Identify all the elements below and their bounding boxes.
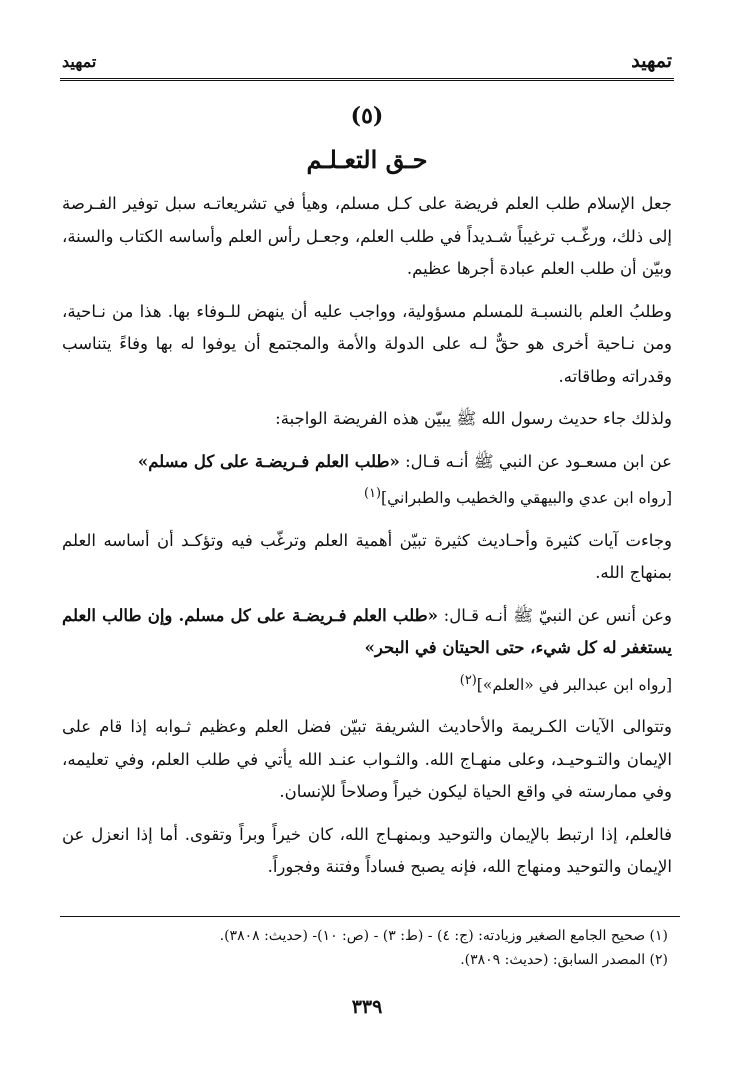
hadith-quote [62, 446, 672, 515]
header-title-right: تمهيد [631, 50, 672, 72]
reference-text: [رواه ابن عبدالبر في «العلم»] [476, 675, 672, 694]
footnote-mark: (٢) [459, 672, 477, 688]
hadith-intro: عن ابن مسعـود عن النبي ﷺ أنـه قـال: [399, 451, 672, 471]
chapter-title: حـق التعـلـم [306, 145, 428, 174]
page-number: ٣٣٩ [351, 996, 383, 1018]
footnote: (٢) المصدر السابق: (حديث: ٣٨٠٩). [460, 952, 668, 968]
hadith-quote [62, 600, 672, 702]
paragraph: جعل الإسلام طلب العلم فريضة على كـل مسلم، وهيأ في تشريعاتـه سبل توفير الفـرصة إلى ذلك، ورغّـب ترغيباً شـديداً في طلب العلم، وجعـل رأس العلم وأساسه الكتاب والسنة، وبيّن أن طلب العلم عبادة أجرها عظيم. [62, 194, 672, 278]
reference-text: [رواه ابن عدي والبيهقي والخطيب والطبراني] [381, 489, 672, 508]
hadith-text: «طلب العلم فـريضـة على كل مسلم» [137, 451, 400, 471]
paragraph: وتتوالى الآيات الكـريمة والأحاديث الشريفة تبيّن فضل العلم وعظيم ثـوابه إذا قام على الإيمان والتـوحيـد، وعلى منهـاج الله. والثـواب عنـد الله يأتي في طلب العلم، وفي تعليمه، وفي ممارسته في واقع الحياة ليكون خيراً وصلاحاً للإنسان. [62, 717, 672, 802]
footnote-mark: (١) [364, 486, 382, 501]
hadith-reference [62, 665, 672, 702]
footnote-divider [60, 916, 680, 917]
chapter-number: (٥) [350, 103, 384, 129]
paragraph: وطلبُ العلم بالنسبـة للمسلم مسؤولية، وواجب عليه أن ينهض للـوفاء بها. هذا من نـاحية، ومن نـاحية أخرى هو حقٌّ لـه على الدولة والأمة والمجتمع أن يوفوا له بها وفاءً يتناسب وقدراته وطاقاته. [62, 301, 672, 386]
running-header [62, 50, 672, 76]
hadith-reference [62, 478, 672, 515]
header-title-left: تمهيد [62, 52, 97, 71]
header-divider [60, 78, 674, 81]
hadith-text: «طلب العلم فـريضـة على كل مسلم. وإن طالب العلم يستغفر له كل شيء، حتى الحيتان في البحر» [62, 605, 672, 658]
footnote: (١) صحيح الجامع الصغير وزيادته: (ج: ٤) - (ط: ٣) - (ص: ١٠)- (حديث: ٣٨٠٨). [219, 928, 668, 944]
body-text [62, 188, 672, 894]
paragraph: وجاءت آيات كثيرة وأحـاديث كثيرة تبيّن أهمية العلم وترغّب فيه وتؤكـد أن أساسه العلم بمنهاج الله. [62, 530, 672, 583]
paragraph: ولذلك جاء حديث رسول الله ﷺ يبيّن هذه الفريضة الواجبة: [275, 409, 672, 428]
hadith-intro: وعن أنس عن النبيّ ﷺ أنـه قـال: [438, 605, 672, 625]
paragraph: فالعلم، إذا ارتبط بالإيمان والتوحيد وبمنهـاج الله، كان خيراً وبراً وتقوى. أما إذا انعزل عن الإيمان والتوحيد ومنهاج الله، فإنه يصبح فساداً وفتنة وفجوراً. [62, 824, 672, 877]
footnotes [62, 924, 668, 972]
